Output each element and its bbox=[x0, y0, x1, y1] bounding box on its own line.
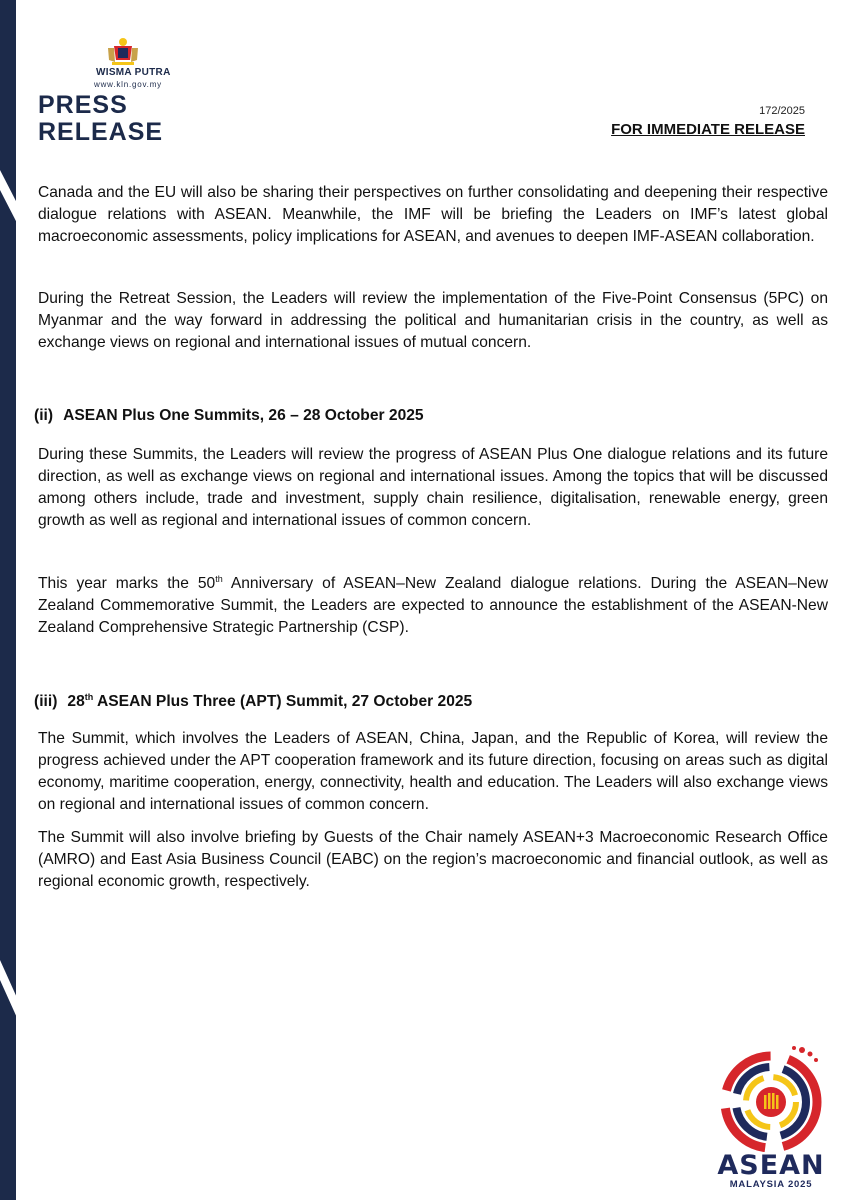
malaysia-2025-subtitle: MALAYSIA 2025 bbox=[729, 1179, 813, 1190]
paragraph-plus-one-summits: During these Summits, the Leaders will review the progress of ASEAN Plus One dialogue relations and its future direction, as well as exchange views on regional and international issues. Among the topics that will be discussed among others include, trade and investment, supply chain resilience, digitalisation, renewable energy, green growth as well as regional and international issues of common concern. bbox=[38, 446, 828, 529]
section-heading-plus-three bbox=[34, 691, 472, 713]
text-segment: Anniversary of ASEAN–New Zealand dialogue relations. During the ASEAN–New Zealand Commemorative Summit, the Leaders are expected to announce the establishment of the ASEAN-New Zealand Comprehensive Strategic Partnership (CSP). bbox=[38, 575, 828, 636]
paragraph-retreat-session: During the Retreat Session, the Leaders will review the implementation of the Five-Point Consensus (5PC) on Myanmar and the way forward in addressing the political and humanitarian crisis in the country, as well as exchange views on regional and international issues of mutual concern. bbox=[38, 290, 828, 351]
left-decorative-band bbox=[0, 0, 20, 1200]
asean-malaysia-2025-logo bbox=[716, 1040, 826, 1190]
paragraph-amro-eabc: The Summit will also involve briefing by Guests of the Chair namely ASEAN+3 Macroeconomic Research Office (AMRO) and East Asia Business Council (EABC) on the region’s macroeconomic and financial outlook, as well as regional economic growth, respectively. bbox=[38, 829, 828, 890]
text-segment: 28 bbox=[67, 693, 85, 710]
paragraph-canada-eu: Canada and the EU will also be sharing their perspectives on further consolidating and deepening their respective dialogue relations with ASEAN. Meanwhile, the IMF will be briefing the Leaders on IMF’s latest global macroeconomic assessments, policy implications for ASEAN, and avenues to deepen IMF-ASEAN collaboration. bbox=[38, 184, 828, 245]
press-title: PRESS bbox=[38, 91, 128, 119]
text-segment: ASEAN Plus Three (APT) Summit, 27 October 2025 bbox=[93, 693, 473, 710]
immediate-release-label: FOR IMMEDIATE RELEASE bbox=[611, 121, 805, 138]
release-title: RELEASE bbox=[38, 118, 164, 146]
section-title bbox=[67, 693, 472, 710]
website-url: www.kln.gov.my bbox=[94, 80, 162, 89]
reference-number: 172/2025 bbox=[759, 105, 805, 117]
superscript: th bbox=[84, 691, 94, 702]
malaysia-crest-icon bbox=[106, 36, 140, 68]
asean-word: ASEAN bbox=[717, 1150, 825, 1181]
superscript: th bbox=[215, 573, 223, 584]
text-segment: This year marks the 50 bbox=[38, 575, 216, 592]
paragraph-new-zealand bbox=[38, 573, 828, 639]
asean-emblem-icon bbox=[716, 1040, 826, 1152]
section-heading-plus-one bbox=[34, 405, 424, 427]
paragraph-apt-summit: The Summit, which involves the Leaders of ASEAN, China, Japan, and the Republic of Korea, will review the progress achieved under the APT cooperation framework and its future direction, focusing on areas such as digital economy, maritime cooperation, energy, connectivity, health and education. The Leaders will also exchange views on regional and international issues of common concern. bbox=[38, 730, 828, 813]
section-number: (ii) bbox=[34, 407, 54, 424]
section-title: ASEAN Plus One Summits, 26 – 28 October 2025 bbox=[63, 407, 424, 424]
section-number: (iii) bbox=[34, 693, 58, 710]
org-name: WISMA PUTRA bbox=[96, 67, 171, 78]
